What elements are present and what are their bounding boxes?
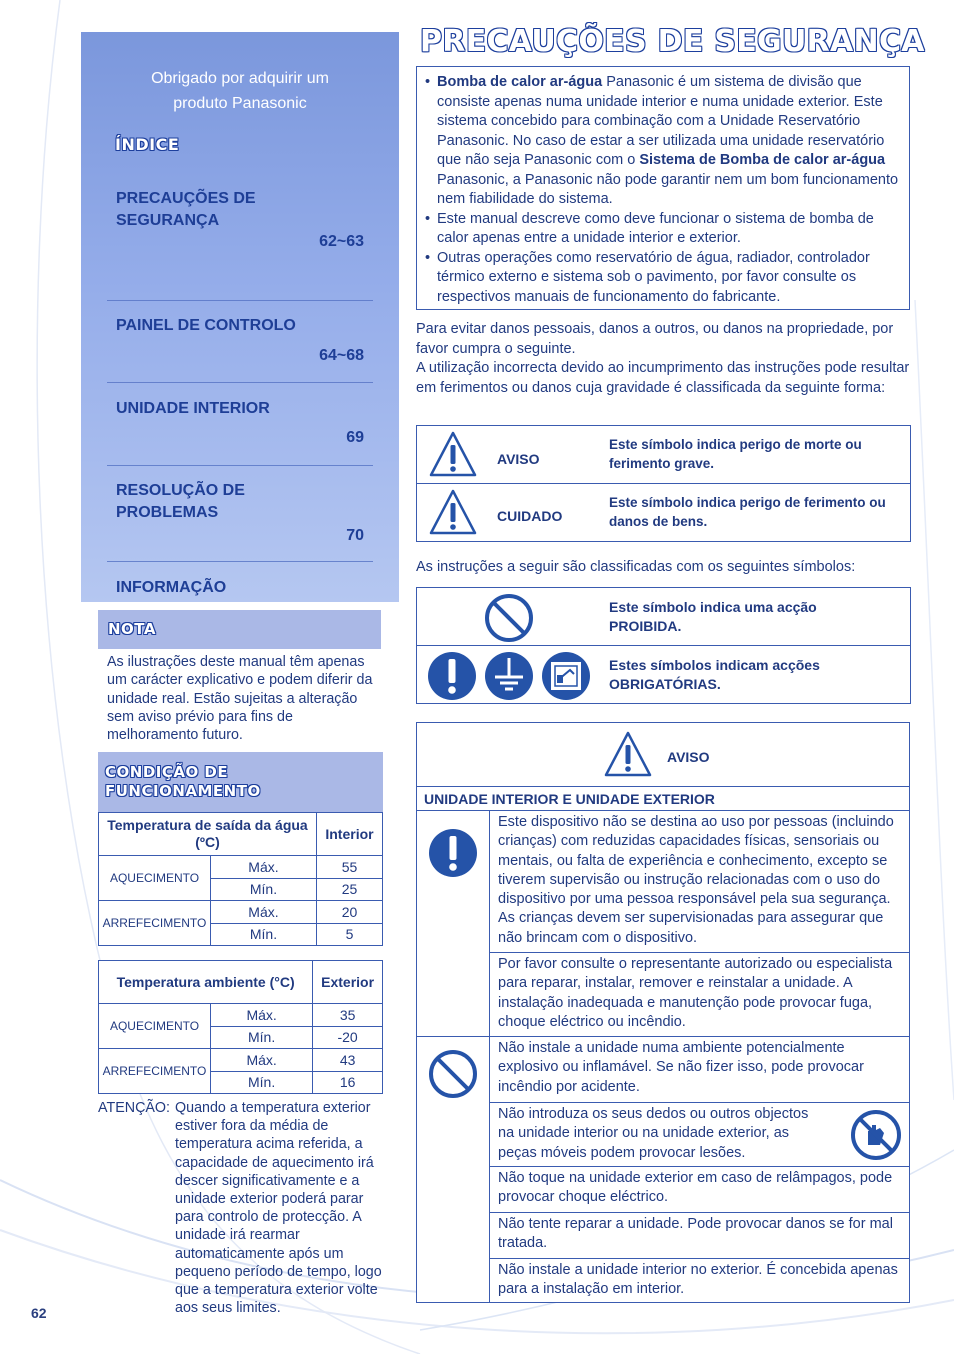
row-label: Máx. bbox=[211, 901, 317, 924]
intro-bullet: • Este manual descreve como deve funcionar o sistema de bomba de calor apenas entre a unidade interior e exterior. bbox=[425, 210, 901, 249]
row-label: Máx. bbox=[211, 856, 317, 879]
warning-triangle-icon bbox=[429, 430, 477, 478]
paragraph: As instruções a seguir são classificadas com os seguintes símbolos: bbox=[416, 559, 856, 575]
toc-item-indoor-unit[interactable]: UNIDADE INTERIOR 69 bbox=[116, 400, 364, 446]
mandatory-exclamation-icon bbox=[427, 827, 479, 879]
prohibited-desc bbox=[609, 598, 904, 635]
warning-table-header bbox=[417, 723, 909, 787]
table-cell: -20 bbox=[313, 1026, 383, 1049]
sidebar-panel bbox=[81, 32, 399, 602]
thanks-text: Obrigado por adquirir um produto Panasonic bbox=[151, 70, 329, 112]
bullet-text: Panasonic é um sistema de divisão que consiste apenas numa unidade interior e numa unidade exterior. Este sistema concebido para combinação com a Unidade Reservatório Panasonic. No caso de estar a ser utilizada uma unidade reservatório que não seja Panasonic com o bbox=[437, 74, 885, 168]
nota-title: NOTA bbox=[108, 620, 156, 638]
toc-item-control-panel[interactable]: PAINEL DE CONTROLO 64~68 bbox=[116, 317, 364, 364]
warning-row: Não introduza os seus dedos ou outros objectos na unidade interior ou na unidade exterior, as peças móveis podem provocar lesões. bbox=[490, 1103, 909, 1167]
warning-row: Este dispositivo não se destina ao uso por pessoas (incluindo crianças) com reduzidas capacidades físicas, sensoriais ou mentais, ou falta de experiência e conhecimento, excepto se tiverem supervisão ou instrução relacionadas com o uso do dispositivo por uma pessoa responsável pela sua segurança. As crianças devem ser supervisionadas para assegurar que não brincam com o dispositivo. bbox=[490, 811, 909, 953]
page-title: PRECAUÇÕES DE SEGURANÇA bbox=[420, 24, 925, 59]
mode-label: AQUECIMENTO bbox=[99, 1004, 211, 1049]
warning-desc: Este símbolo indica perigo de morte ou ferimento grave. bbox=[609, 437, 862, 471]
water-temp-table bbox=[98, 812, 383, 946]
intro-box bbox=[416, 66, 910, 310]
symbol-row-mandatory bbox=[417, 646, 910, 704]
warning-row: Por favor consulte o representante autorizado ou especialista para reparar, instalar, remover e reinstalar a unidade. A instalação inadequada e manutenção pode provocar fuga, choque eléctrico ou incêndio. bbox=[490, 953, 909, 1037]
caution-desc: Este símbolo indica perigo de ferimento ou danos de bens. bbox=[609, 495, 886, 529]
symbol-row-prohibited bbox=[417, 588, 910, 646]
table-header: Temperatura ambiente (°C) bbox=[99, 961, 313, 1004]
row-label: Mín. bbox=[211, 923, 317, 946]
desc-line: PROIBIDA. bbox=[609, 617, 682, 634]
desc-line: OBRIGATÓRIAS. bbox=[609, 675, 721, 692]
intro-bullet bbox=[425, 73, 901, 210]
intro-bullet: • Outras operações como reservatório de água, radiador, controlador térmico externo e sistema sob o pavimento, por favor consulte os respectivos manuais de funcionamento do fabricante. bbox=[425, 249, 901, 308]
row-label: Mín. bbox=[211, 1026, 313, 1049]
table-cell: 20 bbox=[316, 901, 382, 924]
severity-row-caution bbox=[417, 484, 910, 542]
unplug-icon bbox=[540, 650, 592, 702]
warning-table bbox=[416, 722, 910, 1303]
desc-line: Este símbolo indica uma acção bbox=[609, 599, 817, 615]
symbols-table bbox=[416, 587, 911, 704]
desc-line: Estes símbolos indicam acções bbox=[609, 657, 820, 673]
warning-triangle-icon bbox=[604, 730, 652, 778]
severity-table bbox=[416, 425, 911, 542]
operating-condition-header bbox=[98, 752, 383, 812]
warning-label: AVISO bbox=[497, 451, 540, 467]
attention-label: ATENÇÃO: bbox=[98, 1100, 171, 1116]
table-cell: 25 bbox=[316, 878, 382, 901]
bold-term: Bomba de calor ar-água bbox=[437, 74, 603, 90]
mandatory-exclamation-icon bbox=[426, 650, 478, 702]
table-header: Exterior bbox=[313, 961, 383, 1004]
mode-label: AQUECIMENTO bbox=[99, 856, 211, 901]
row-label: Mín. bbox=[211, 1071, 313, 1094]
nota-header bbox=[98, 610, 381, 649]
table-header: Interior bbox=[316, 813, 382, 856]
warning-row: Não instale a unidade interior no exterior. É concebida apenas para a instalação em interior. bbox=[498, 1262, 898, 1298]
bold-term: Sistema de Bomba de calor ar-água bbox=[639, 152, 886, 168]
toc-item-safety[interactable]: PRECAUÇÕES DE SEGURANÇA 62~63 bbox=[116, 190, 364, 250]
no-fingers-icon bbox=[850, 1109, 902, 1161]
table-cell: 5 bbox=[316, 923, 382, 946]
section-heading: UNIDADE INTERIOR E UNIDADE EXTERIOR bbox=[417, 787, 909, 811]
warning-label: AVISO bbox=[667, 749, 710, 765]
warning-row: Não tente reparar a unidade. Pode provocar danos se for mal tratada. bbox=[490, 1213, 909, 1259]
table-cell: 43 bbox=[313, 1049, 383, 1072]
mode-label: ARREFECIMENTO bbox=[99, 1049, 211, 1094]
page-number: 62 bbox=[31, 1305, 47, 1321]
ground-earth-icon bbox=[483, 650, 535, 702]
bullet-text: Panasonic, a Panasonic não pode garantir nem um bom funcionamento nem fiabilidade do sistema. bbox=[437, 171, 899, 207]
mandatory-desc bbox=[609, 656, 904, 693]
prohibited-icon bbox=[427, 1048, 479, 1100]
index-title: ÍNDICE bbox=[115, 135, 180, 154]
prohibited-icon bbox=[483, 592, 535, 644]
table-header: Temperatura de saída da água (ºC) bbox=[99, 813, 317, 856]
ambient-temp-table bbox=[98, 960, 383, 1094]
row-label: Máx. bbox=[211, 1004, 313, 1027]
table-cell: 35 bbox=[313, 1004, 383, 1027]
toc-item-troubleshooting[interactable]: RESOLUÇÃO DE PROBLEMAS 70 bbox=[116, 482, 364, 544]
icon-column-divider bbox=[417, 1036, 490, 1037]
table-cell: 16 bbox=[313, 1071, 383, 1094]
paragraph: Para evitar danos pessoais, danos a outros, ou danos na propriedade, por favor cumpra o seguinte. bbox=[416, 321, 894, 357]
mode-label: ARREFECIMENTO bbox=[99, 901, 211, 946]
operating-condition-title: CONDIÇÃO DE FUNCIONAMENTO bbox=[105, 763, 261, 800]
table-cell: 55 bbox=[316, 856, 382, 879]
nota-text: As ilustrações deste manual têm apenas um carácter explicativo e podem diferir da unidade real. Estão sujeitas a alteração sem aviso prévio para fins de melhoramento futuro. bbox=[107, 654, 373, 744]
severity-row-warning bbox=[417, 426, 910, 484]
attention-text: Quando a temperatura exterior estiver fora da média de temperatura acima referida, a capacidade de aquecimento irá descer significativamente e a unidade exterior poderá parar para controlo de protecção. A unidade irá rearmar automaticamente após um pequeno período de tempo, logo que a temperatura exterior volte aos seus limites. bbox=[175, 1100, 382, 1317]
caution-label: CUIDADO bbox=[497, 508, 563, 524]
warning-row: Não toque na unidade exterior em caso de relâmpagos, pode provocar choque eléctrico. bbox=[490, 1167, 909, 1213]
toc-item-information[interactable]: INFORMAÇÃO bbox=[116, 579, 227, 596]
warning-row: Não instale a unidade numa ambiente potencialmente explosivo ou inflamável. Se não fizer isso, pode provocar incêndio por acidente. bbox=[490, 1037, 909, 1103]
row-label: Máx. bbox=[211, 1049, 313, 1072]
paragraph: A utilização incorrecta devido ao incumprimento das instruções pode resultar em ferimentos ou danos cuja gravidade é classificada da seguinte forma: bbox=[416, 360, 910, 396]
table-of-contents bbox=[107, 179, 373, 632]
caution-triangle-icon bbox=[429, 488, 477, 536]
row-label: Mín. bbox=[211, 878, 317, 901]
